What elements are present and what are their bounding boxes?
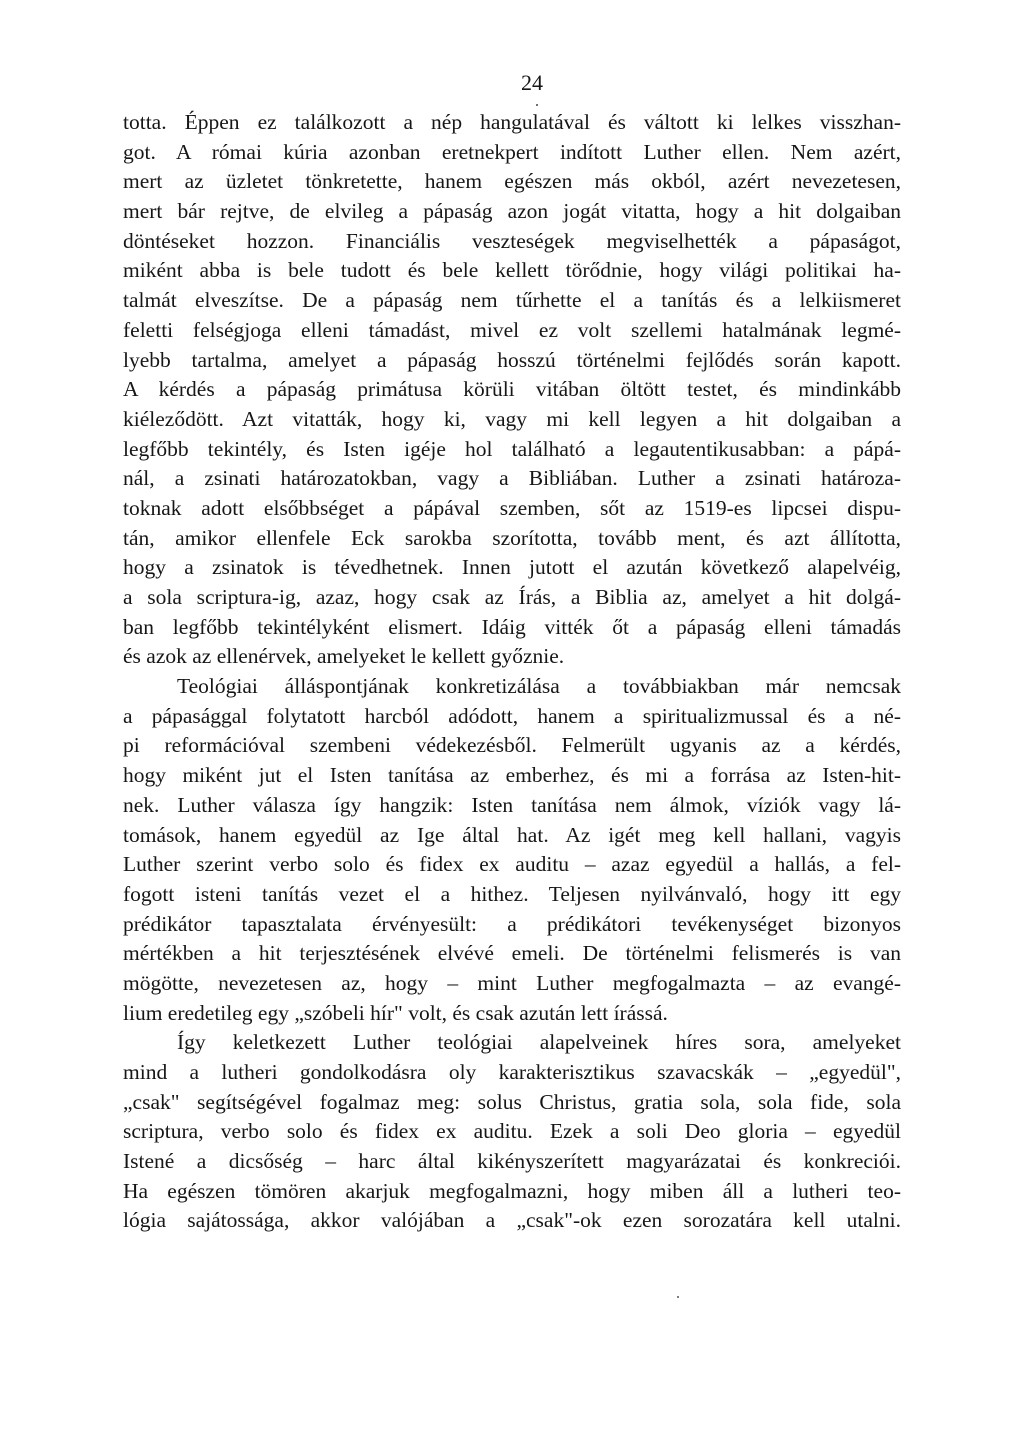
text-line: Ha egészen tömören akarjuk megfogalmazni, hogy miben áll a lutheri teo-: [123, 1178, 901, 1203]
text-line: döntéseket hozzon. Financiális veszteségek megviselhették a pápaságot,: [123, 228, 901, 253]
text-line: kiéleződött. Azt vitatták, hogy ki, vagy mi kell legyen a hit dolgaiban a: [123, 406, 901, 431]
text-line: „csak" segítségével fogalmaz meg: solus Christus, gratia sola, sola fide, sola: [123, 1089, 901, 1114]
page-number: 24: [521, 70, 543, 95]
text-line: mert az üzletet tönkretette, hanem egészen más okból, azért nevezetesen,: [123, 169, 901, 194]
text-line: a sola scriptura-ig, azaz, hogy csak az Írás, a Biblia az, amelyet a hit dolgá-: [123, 585, 901, 609]
text-line: legfőbb tekintély, és Isten igéje hol található a legautentikusabban: a pápá-: [123, 436, 901, 461]
text-line: ban legfőbb tekintélyként elismert. Idáig vitték őt a pápaság elleni támadás: [123, 614, 901, 639]
text-line: és azok az ellenérvek, amelyeket le kellett győznie.: [123, 644, 565, 669]
text-line: a pápasággal folytatott harcból adódott, hanem a spiritualizmussal és a né-: [123, 703, 901, 728]
text-line: pi reformációval szembeni védekezésből. Felmerült ugyanis az a kérdés,: [123, 733, 901, 758]
text-line: mértékben a hit terjesztésének elvévé emeli. De történelmi felismerés is van: [123, 941, 901, 966]
text-line: fogott isteni tanítás vezet el a hithez. Teljesen nyilvánvaló, hogy itt egy: [123, 881, 901, 906]
text-line: toknak adott elsőbbséget a pápával szemben, sőt az 1519-es lipcsei dispu-: [123, 495, 901, 520]
text-line: mind a lutheri gondolkodásra oly karakterisztikus szavacskák – „egyedül",: [123, 1060, 901, 1084]
text-line: tán, amikor ellenfele Eck sarokba szorította, tovább ment, és azt állította,: [123, 525, 901, 550]
text-line: got. A római kúria azonban eretnekpert indított Luther ellen. Nem azért,: [123, 139, 901, 164]
text-line: totta. Éppen ez találkozott a nép hangulatával és váltott ki lelkes visszhan-: [123, 110, 901, 134]
text-line: talmát elveszítse. De a pápaság nem tűrhette el a tanítás és a lelkiismeret: [123, 288, 901, 313]
text-line: Teológiai álláspontjának konkretizálása a továbbiakban már nemcsak: [177, 674, 901, 699]
print-speck: [536, 104, 538, 106]
text-line: nek. Luther válasza így hangzik: Isten tanítása nem álmok, víziók vagy lá-: [123, 792, 901, 817]
text-line: Istené a dicsőség – harc által kikényszerített magyarázatai és konkreciói.: [123, 1149, 901, 1174]
body-text: [123, 108, 901, 1236]
text-line: lium eredetileg egy „szóbeli hír" volt, és csak azután lett írássá.: [123, 1000, 668, 1025]
text-line: miként abba is bele tudott és bele kellett törődnie, hogy világi politikai ha-: [123, 258, 901, 283]
text-line: Így keletkezett Luther teológiai alapelveinek híres sora, amelyeket: [177, 1030, 901, 1055]
text-line: lyebb tartalma, amelyet a pápaság hosszú történelmi fejlődés során kapott.: [123, 347, 901, 372]
text-line: A kérdés a pápaság primátusa körüli vitában öltött testet, és mindinkább: [123, 377, 901, 402]
text-line: tomások, hanem egyedül az Ige által hat. Az igét meg kell hallani, vagyis: [123, 822, 901, 847]
text-line: nál, a zsinati határozatokban, vagy a Bibliában. Luther a zsinati határoza-: [123, 466, 901, 491]
text-line: scriptura, verbo solo és fidex ex auditu. Ezek a soli Deo gloria – egyedül: [123, 1119, 901, 1144]
text-line: hogy miként jut el Isten tanítása az emberhez, és mi a forrása az Isten-hit-: [123, 763, 901, 788]
print-speck: [677, 1296, 679, 1298]
text-line: feletti felségjoga elleni támadást, mivel ez volt szellemi hatalmának legmé-: [123, 317, 901, 342]
text-line: mert bár rejtve, de elvileg a pápaság azon jogát vitatta, hogy a hit dolgaiban: [123, 199, 901, 224]
text-line: lógia sajátossága, akkor valójában a „csak"-ok ezen sorozatára kell utalni.: [123, 1208, 901, 1233]
text-line: Luther szerint verbo solo és fidex ex auditu – azaz egyedül a hallás, a fel-: [123, 852, 901, 877]
text-line: hogy a zsinatok is tévedhetnek. Innen jutott el azután következő alapelvéig,: [123, 555, 901, 580]
text-line: prédikátor tapasztalata érvényesült: a prédikátori tevékenységet bizonyos: [123, 911, 901, 936]
text-line: mögötte, nevezetesen az, hogy – mint Luther megfogalmazta – az evangé-: [123, 970, 901, 995]
